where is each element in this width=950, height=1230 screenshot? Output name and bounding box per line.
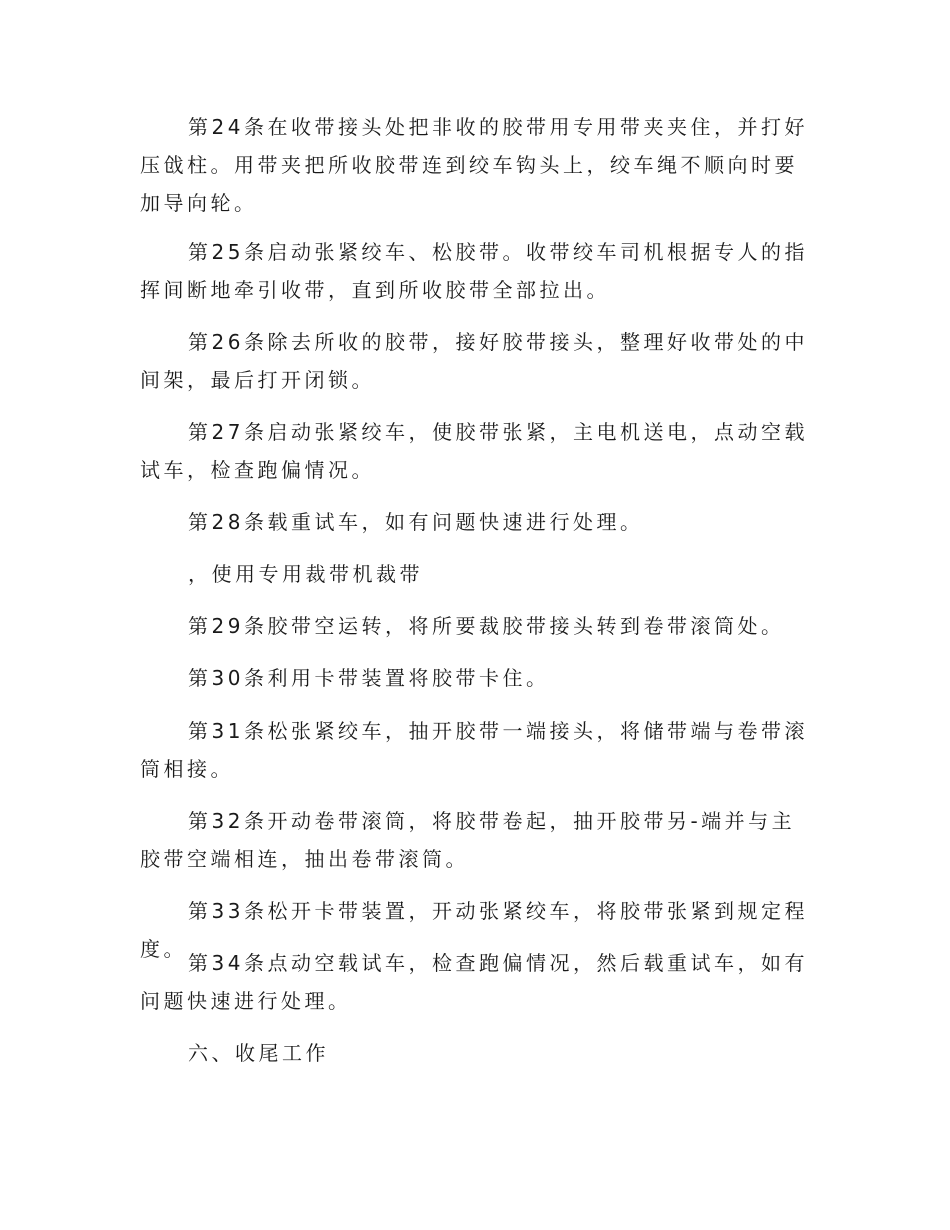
paragraph-article-25: 第25条启动张紧绞车、松胶带。收带绞车司机根据专人的指挥间断地牵引收带，直到所收胶带全部拉出。 [140,240,808,302]
paragraph-article-24: 第24条在收带接头处把非收的胶带用专用带夹夹住，并打好压戗柱。用带夹把所收胶带连到绞车钩头上，绞车绳不顺向时要加导向轮。 [140,115,808,215]
section-heading-closing-work: 六、收尾工作 [188,1041,329,1065]
paragraph-article-30: 第30条利用卡带装置将胶带卡住。 [188,666,550,690]
paragraph-article-28: 第28条载重试车，如有问题快速进行处理。 [188,510,644,534]
paragraph-article-33: 第33条松开卡带装置，开动张紧绞车，将胶带张紧到规定程度。 [140,899,808,961]
paragraph-article-26: 第26条除去所收的胶带，接好胶带接头，整理好收带处的中间架，最后打开闭锁。 [140,330,808,392]
paragraph-article-34: 第34条点动空载试车，检查跑偏情况，然后载重试车，如有问题快速进行处理。 [140,951,808,1013]
paragraph-cutting-method: ，使用专用裁带机裁带 [188,562,423,586]
paragraph-article-32: 第32条开动卷带滚筒，将胶带卷起，抽开胶带另-端并与主胶带空端相连，抽出卷带滚筒。 [140,809,796,871]
paragraph-article-31: 第31条松张紧绞车，抽开胶带一端接头，将储带端与卷带滚筒相接。 [140,719,808,781]
paragraph-article-29: 第29条胶带空运转，将所要裁胶带接头转到卷带滚筒处。 [188,614,785,638]
paragraph-article-27: 第27条启动张紧绞车，使胶带张紧，主电机送电，点动空载试车，检查跑偏情况。 [140,420,808,482]
